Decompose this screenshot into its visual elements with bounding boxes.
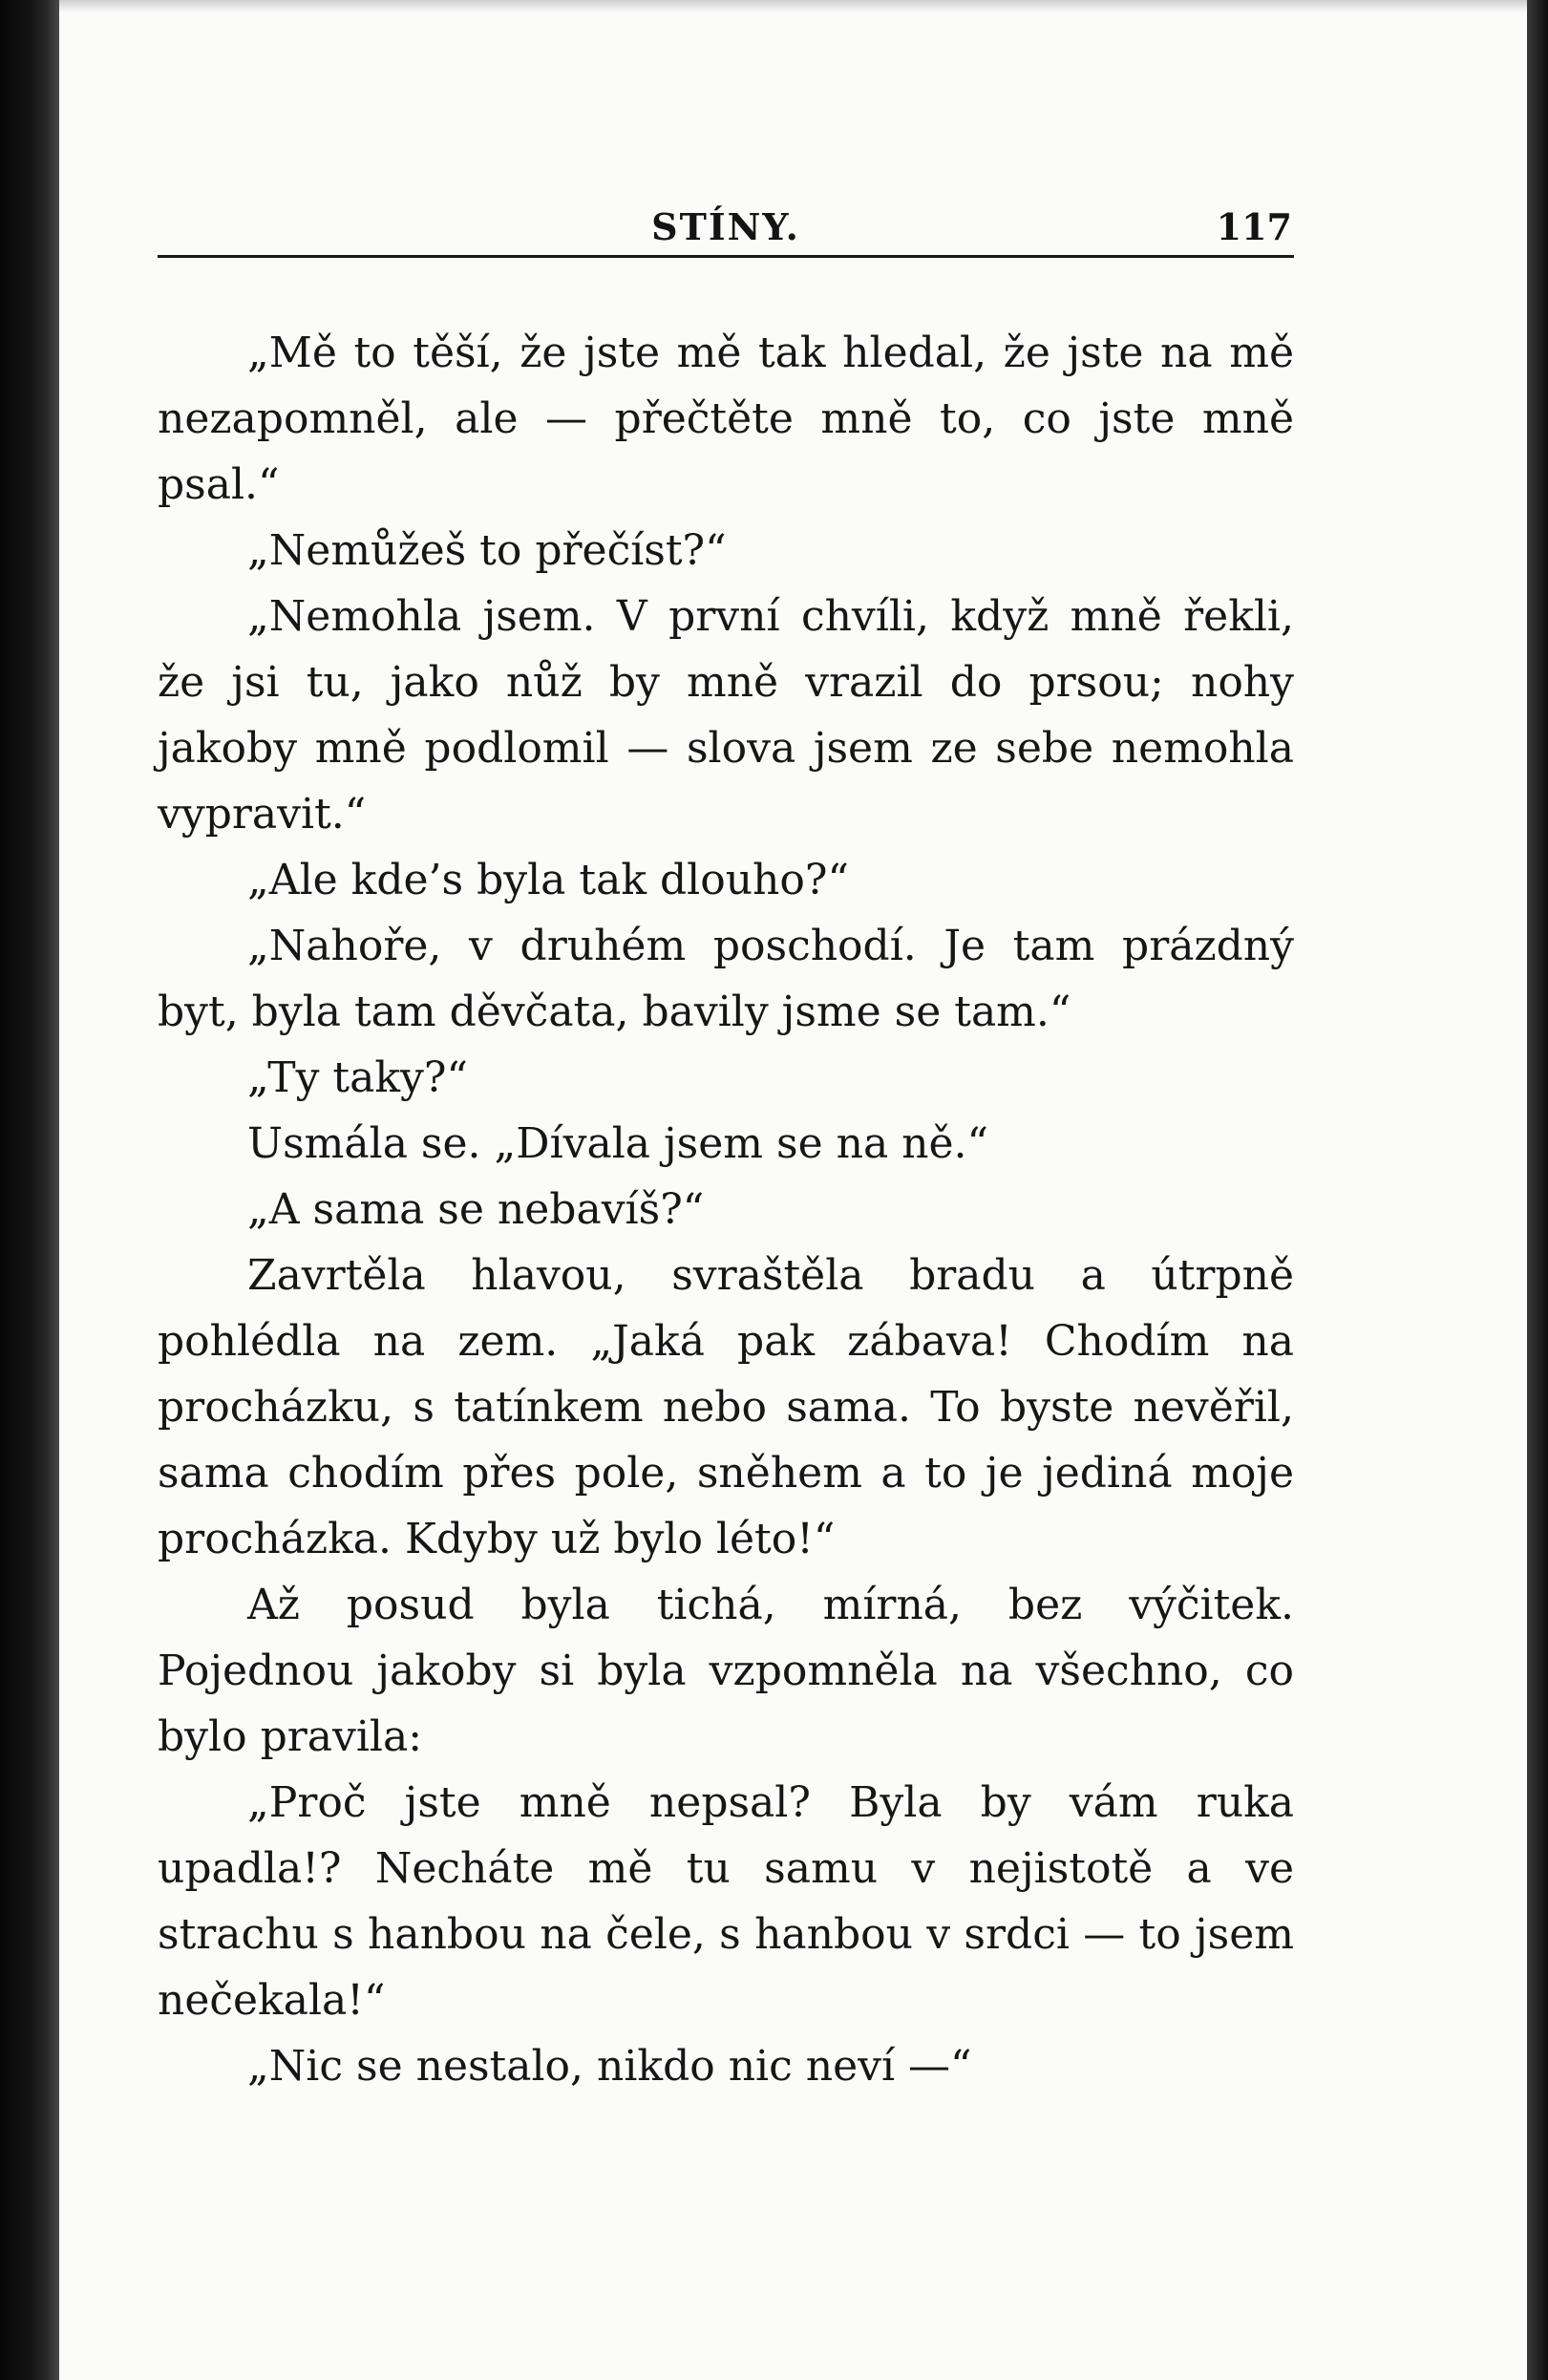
page-header (158, 196, 1294, 255)
paragraph: „Proč jste mně nepsal? Byla by vám ruka upadla!? Necháte mě tu samu v nejistotě a ve strachu s hanbou na čele, s hanbou v srdci — to jsem nečekala!“ (158, 1778, 1294, 2025)
paragraph: „Ty taky?“ (247, 1053, 468, 1102)
paragraph: Zavrtěla hlavou, svraštěla bradu a útrpně pohlédla na zem. „Jaká pak zábava! Chodím na procházku, s tatínkem nebo sama. To byste nevěřil, sama chodím přes pole, sněhem a to je jediná moje procházka. Kdyby už bylo léto!“ (158, 1251, 1294, 1563)
scan-top-edge (59, 0, 1527, 13)
paragraph: „Nahoře, v druhém poschodí. Je tam prázdný byt, byla tam děvčata, bavily jsme se tam.“ (158, 922, 1294, 1036)
paragraph: „Nemohla jsem. V první chvíli, když mně řekli, že jsi tu, jako nůž by mně vrazil do prsou; nohy jakoby mně podlomil — slova jsem ze sebe nemohla vypravit.“ (158, 592, 1294, 839)
paragraph: Usmála se. „Dívala jsem se na ně.“ (247, 1119, 989, 1168)
scan-left-edge (0, 0, 59, 2380)
body-text (158, 320, 1294, 2099)
header-rule (158, 255, 1294, 258)
paragraph: „Ale kde’s byla tak dlouho?“ (247, 856, 849, 904)
page-number: 117 (1216, 205, 1292, 248)
paragraph: „Nemůžeš to přečíst?“ (247, 526, 727, 575)
paragraph: „Mě to těší, že jste mě tak hledal, že jste na mě nezapomněl, ale — přečtěte mně to, co jste mně psal.“ (158, 329, 1294, 509)
paragraph: „Nic se nestalo, nikdo nic neví —“ (247, 2042, 972, 2091)
paragraph: Až posud byla tichá, mírná, bez výčitek. Pojednou jakoby si byla vzpomněla na všechno, co bylo pravila: (158, 1581, 1294, 1761)
running-title: STÍNY. (651, 205, 800, 248)
scan-right-edge (1527, 0, 1548, 2380)
paragraph: „A sama se nebavíš?“ (247, 1185, 705, 1234)
